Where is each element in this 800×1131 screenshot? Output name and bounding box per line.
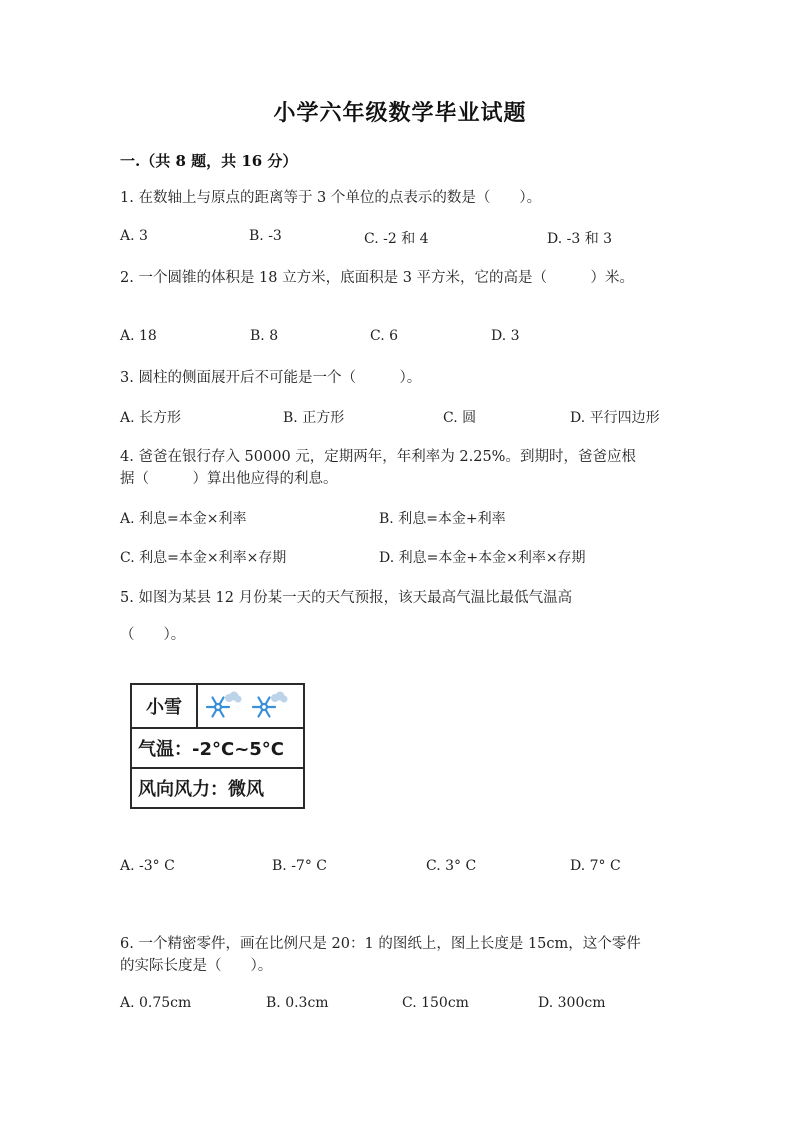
weather-wind-row (132, 769, 303, 807)
q5-option-c: C. 3° C (426, 858, 477, 874)
q1-option-d: D. -3 和 3 (547, 231, 613, 247)
q2-option-b: B. 8 (250, 328, 279, 344)
question-5-line-2: （ ）。 (120, 627, 186, 643)
section-heading: 一.（共 8 题，共 16 分） (120, 152, 298, 170)
question-1: 1. 在数轴上与原点的距离等于 3 个单位的点表示的数是（ ）。 (120, 190, 542, 206)
question-4-line-1: 4. 爸爸在银行存入 50000 元，定期两年，年利率为 2.25%。到期时，爸爸应根 (120, 449, 636, 465)
q5-option-b: B. -7° C (272, 858, 327, 874)
q2-option-c: C. 6 (370, 328, 399, 344)
q4-option-c: C. 利息=本金×利率×存期 (120, 550, 287, 566)
q1-option-a: A. 3 (120, 228, 148, 244)
cloud-icon (225, 692, 242, 703)
q2-option-a: A. 18 (120, 328, 157, 344)
q1-option-c: C. -2 和 4 (364, 231, 429, 247)
q6-option-c: C. 150cm (402, 995, 469, 1011)
q6-option-d: D. 300cm (538, 995, 606, 1011)
weather-condition-row (132, 685, 303, 729)
q4-option-a: A. 利息=本金×利率 (120, 511, 247, 527)
page-title: 小学六年级数学毕业试题 (273, 100, 527, 126)
q2-option-d: D. 3 (491, 328, 520, 344)
q3-option-c: C. 圆 (443, 410, 477, 426)
q3-option-a: A. 长方形 (120, 410, 182, 426)
weather-temperature: 气温：-2°C~5°C (138, 739, 285, 760)
q3-option-b: B. 正方形 (283, 410, 345, 426)
question-3: 3. 圆柱的侧面展开后不可能是一个（ ）。 (120, 370, 422, 386)
snowflake-icon (207, 698, 229, 717)
weather-forecast-card (130, 683, 305, 809)
q5-option-d: D. 7° C (570, 858, 621, 874)
weather-condition: 小雪 (132, 685, 198, 727)
snowflake-icon (253, 698, 275, 717)
q6-option-a: A. 0.75cm (120, 995, 192, 1011)
question-4-line-2: 据（ ）算出他应得的利息。 (120, 471, 338, 487)
question-6-line-2: 的实际长度是（ ）。 (120, 958, 273, 974)
weather-wind: 风向风力：微风 (138, 779, 264, 800)
question-5-line-1: 5. 如图为某县 12 月份某一天的天气预报，该天最高气温比最低气温高 (120, 590, 573, 606)
q4-option-d: D. 利息=本金+本金×利率×存期 (379, 550, 586, 566)
q6-option-b: B. 0.3cm (266, 995, 329, 1011)
q4-option-b: B. 利息=本金+利率 (379, 511, 506, 527)
question-2: 2. 一个圆锥的体积是 18 立方米，底面积是 3 平方米，它的高是（ ）米。 (120, 270, 635, 286)
q5-option-a: A. -3° C (120, 858, 175, 874)
cloud-icon (271, 692, 288, 703)
weather-temperature-row (132, 729, 303, 769)
q3-option-d: D. 平行四边形 (570, 410, 660, 426)
weather-icons (202, 689, 302, 729)
q1-option-b: B. -3 (249, 228, 282, 244)
question-6-line-1: 6. 一个精密零件，画在比例尺是 20：1 的图纸上，图上长度是 15cm，这个零件 (120, 936, 641, 952)
